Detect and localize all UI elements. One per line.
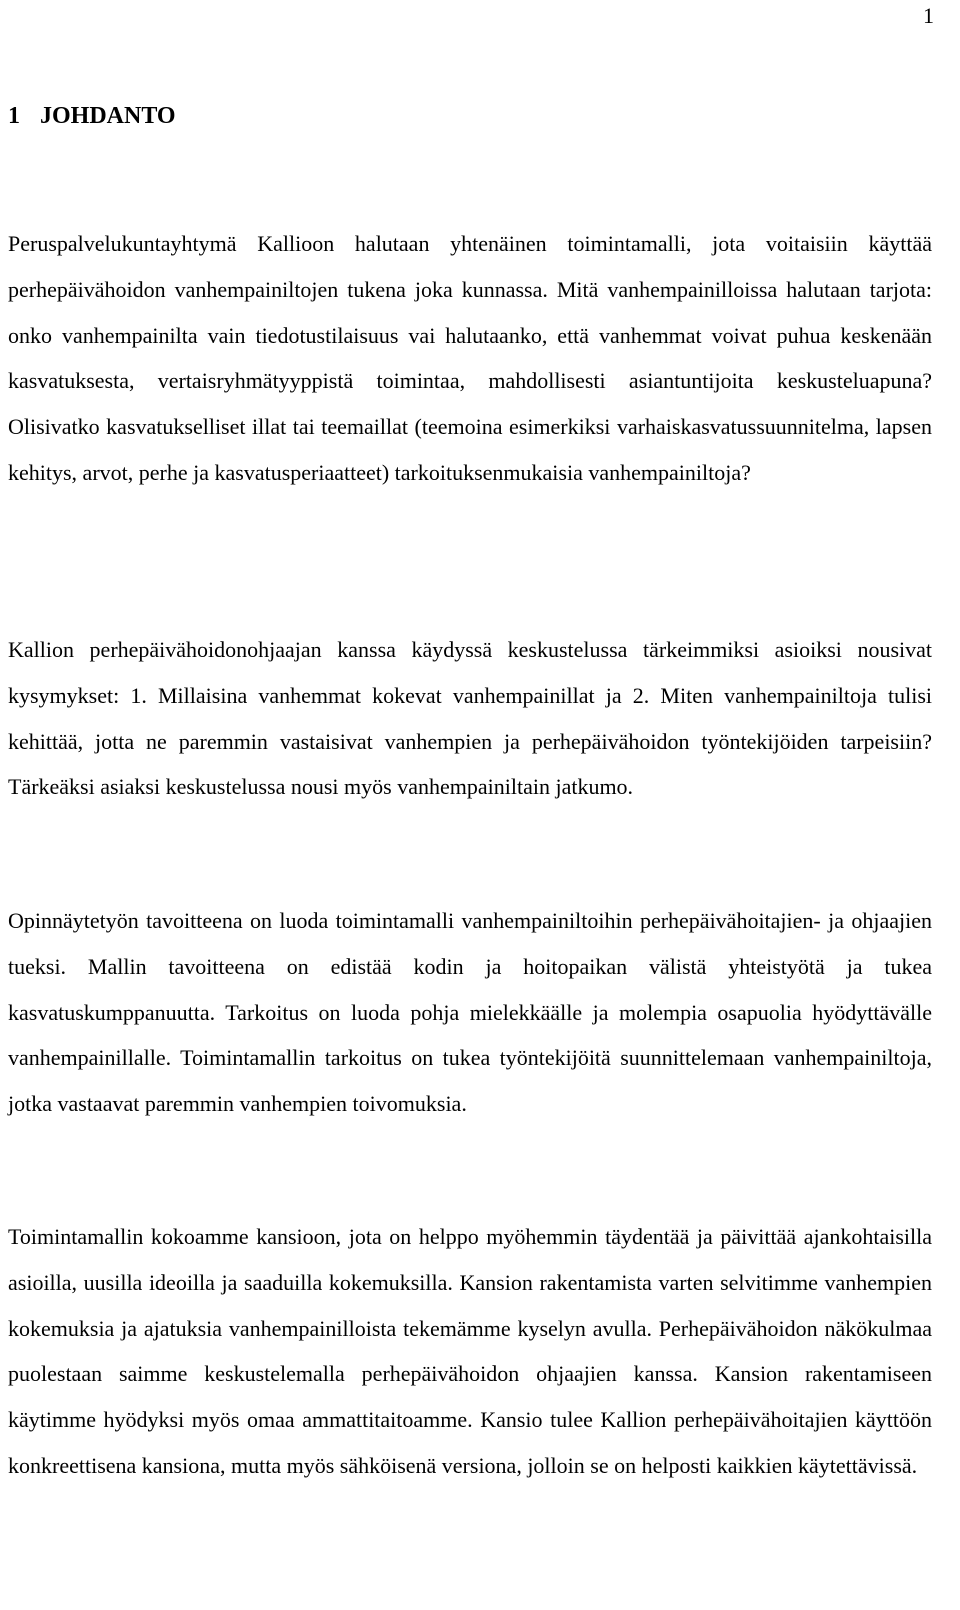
paragraph: Toimintamallin kokoamme kansioon, jota on helppo myöhemmin täydentää ja päivittää ajankohtaisilla asioilla, uusilla ideoilla ja saaduilla kokemuksilla. Kansion rakentamista varten selvitimme vanhempien kokemuksia ja ajatuksia vanhempainilloista tekemämme kyselyn avulla. Perhepäivähoidon näkökulmaa puolestaan saimme keskustelemalla perhepäivähoidon ohjaajien kanssa. Kansion rakentamiseen käytimme hyödyksi myös omaa ammattitaitoamme. Kansio tulee Kallion perhepäivähoitajien käyttöön konkreettisena kansiona, mutta myös sähköisenä versiona, jolloin se on helposti kaikkien käytettävissä. bbox=[8, 1224, 932, 1478]
chapter-title: JOHDANTO bbox=[40, 103, 176, 129]
paragraph: Kallion perhepäivähoidonohjaajan kanssa käydyssä keskustelussa tärkeimmiksi asioiksi nousivat kysymykset: 1. Millaisina vanhemmat kokevat vanhempainillat ja 2. Miten vanhempainiltoja tulisi kehittää, jotta ne paremmin vastaisivat vanhempien ja perhepäivähoidon työntekijöiden tarpeisiin? Tärkeäksi asiaksi keskustelussa nousi myös vanhempainiltain jatkumo. bbox=[8, 637, 932, 800]
paragraph: Opinnäytetyön tavoitteena on luoda toimintamalli vanhempainiltoihin perhepäivähoitajien- ja ohjaajien tueksi. Mallin tavoitteena on edistää kodin ja hoitopaikan välistä yhteistyötä ja tukea kasvatuskumppanuutta. Tarkoitus on luoda pohja mielekkäälle ja molempia osapuolia hyödyttävälle vanhempainillalle. Toimintamallin tarkoitus on tukea työntekijöitä suunnittelemaan vanhempainiltoja, jotka vastaavat paremmin vanhempien toivomuksia. bbox=[8, 908, 932, 1117]
chapter-number: 1 bbox=[8, 103, 20, 129]
page-number: 1 bbox=[923, 3, 934, 28]
chapter-heading bbox=[8, 101, 176, 131]
paragraph: Peruspalvelukuntayhtymä Kallioon halutaan yhtenäinen toimintamalli, jota voitaisiin käyttää perhepäivähoidon vanhempainiltojen tukena joka kunnassa. Mitä vanhempainilloissa halutaan tarjota: onko vanhempainilta vain tiedotustilaisuus vai halutaanko, että vanhemmat voivat puhua keskenään kasvatuksesta, vertaisryhmätyyppistä toimintaa, mahdollisesti asiantuntijoita keskusteluapuna? Olisivatko kasvatukselliset illat tai teemaillat (teemoina esimerkiksi varhaiskasvatussuunnitelma, lapsen kehitys, arvot, perhe ja kasvatusperiaatteet) tarkoituksenmukaisia vanhempainiltoja? bbox=[8, 231, 932, 485]
